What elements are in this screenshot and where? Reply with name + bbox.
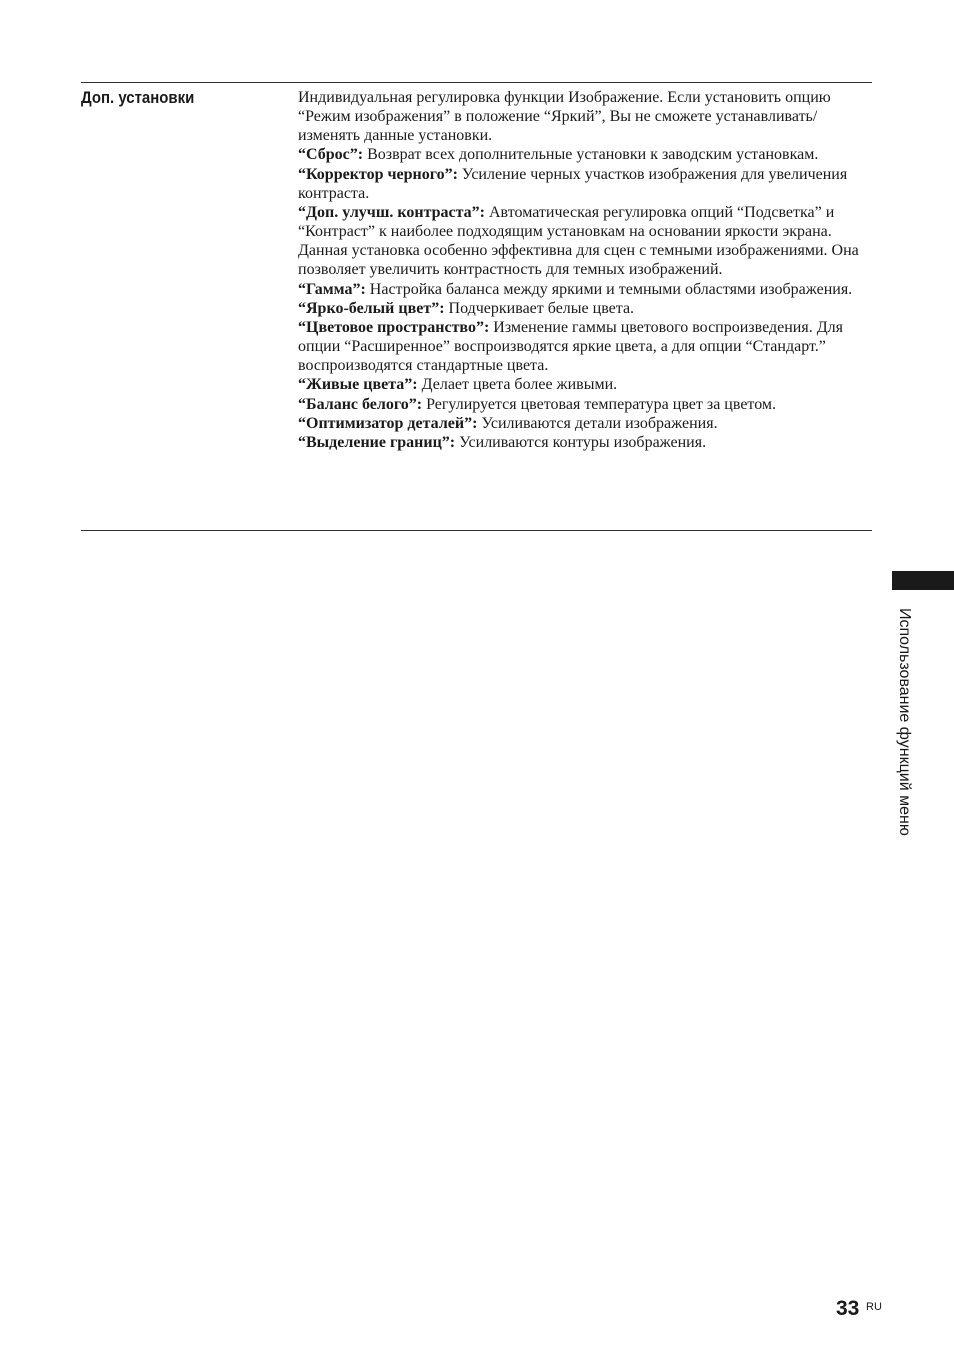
description-intro: Индивидуальная регулировка функции Изображение. Если установить опцию “Режим изображения” в положение “Яркий”, Вы не сможете устанавливать/изменять данные установки. <box>298 89 831 145</box>
option-text: Автоматическая регулировка опций “Подсветка” и “Контраст” к наиболее подходящим установкам на основании яркости экрана. Данная установка особенно эффективна для сцен с темными изображениями. Она позволяет увеличить контрастность для темных изображений. <box>298 203 859 279</box>
option-white-balance <box>298 395 872 414</box>
option-text: Делает цвета более живыми. <box>417 376 618 394</box>
setting-term: Доп. установки <box>81 88 195 107</box>
option-label: “Живые цвета”: <box>298 376 418 394</box>
option-sbros <box>298 145 872 164</box>
option-label: “Корректор черного”: <box>298 165 458 183</box>
option-text: Усиливаются детали изображения. <box>477 414 718 432</box>
option-edge-enhancer <box>298 433 872 452</box>
option-text: Усиление черных участков изображения для увеличения контраста. <box>298 165 848 202</box>
option-label: “Доп. улучш. контраста”: <box>298 203 485 221</box>
table-top-rule <box>81 82 872 83</box>
option-label: “Оптимизатор деталей”: <box>298 414 478 432</box>
section-side-label: Использование функций меню <box>896 608 913 836</box>
option-text: Возврат всех дополнительные установки к заводским установкам. <box>363 146 819 164</box>
option-black-corrector <box>298 165 872 203</box>
option-label: “Баланс белого”: <box>298 395 423 413</box>
page-number: 33 <box>836 1297 860 1320</box>
option-label: “Ярко-белый цвет”: <box>298 299 445 317</box>
option-text: Регулируется цветовая температура цвет за цветом. <box>422 395 777 413</box>
section-tab-marker <box>892 571 954 590</box>
option-advanced-contrast <box>298 203 872 280</box>
option-detail-enhancer <box>298 414 872 433</box>
option-live-color <box>298 375 872 394</box>
option-label: “Цветовое пространство”: <box>298 318 490 336</box>
option-text: Усиливаются контуры изображения. <box>455 433 707 451</box>
option-label: “Гамма”: <box>298 280 366 298</box>
table-bottom-rule <box>81 530 872 531</box>
option-text: Изменение гаммы цветового воспроизведения. Для опции “Расширенное” воспроизводятся яркие цвета, а для опции “Стандарт.” воспроизводятся стандартные цвета. <box>298 318 843 375</box>
page-language-code: RU <box>866 1301 882 1313</box>
option-text: Подчеркивает белые цвета. <box>444 299 635 317</box>
setting-description <box>298 88 872 452</box>
option-label: “Сброс”: <box>298 146 364 164</box>
option-text: Настройка баланса между яркими и темными областями изображения. <box>365 280 853 298</box>
option-gamma <box>298 280 872 299</box>
option-label: “Выделение границ”: <box>298 433 456 451</box>
option-color-space <box>298 318 872 375</box>
option-clear-white <box>298 299 872 318</box>
